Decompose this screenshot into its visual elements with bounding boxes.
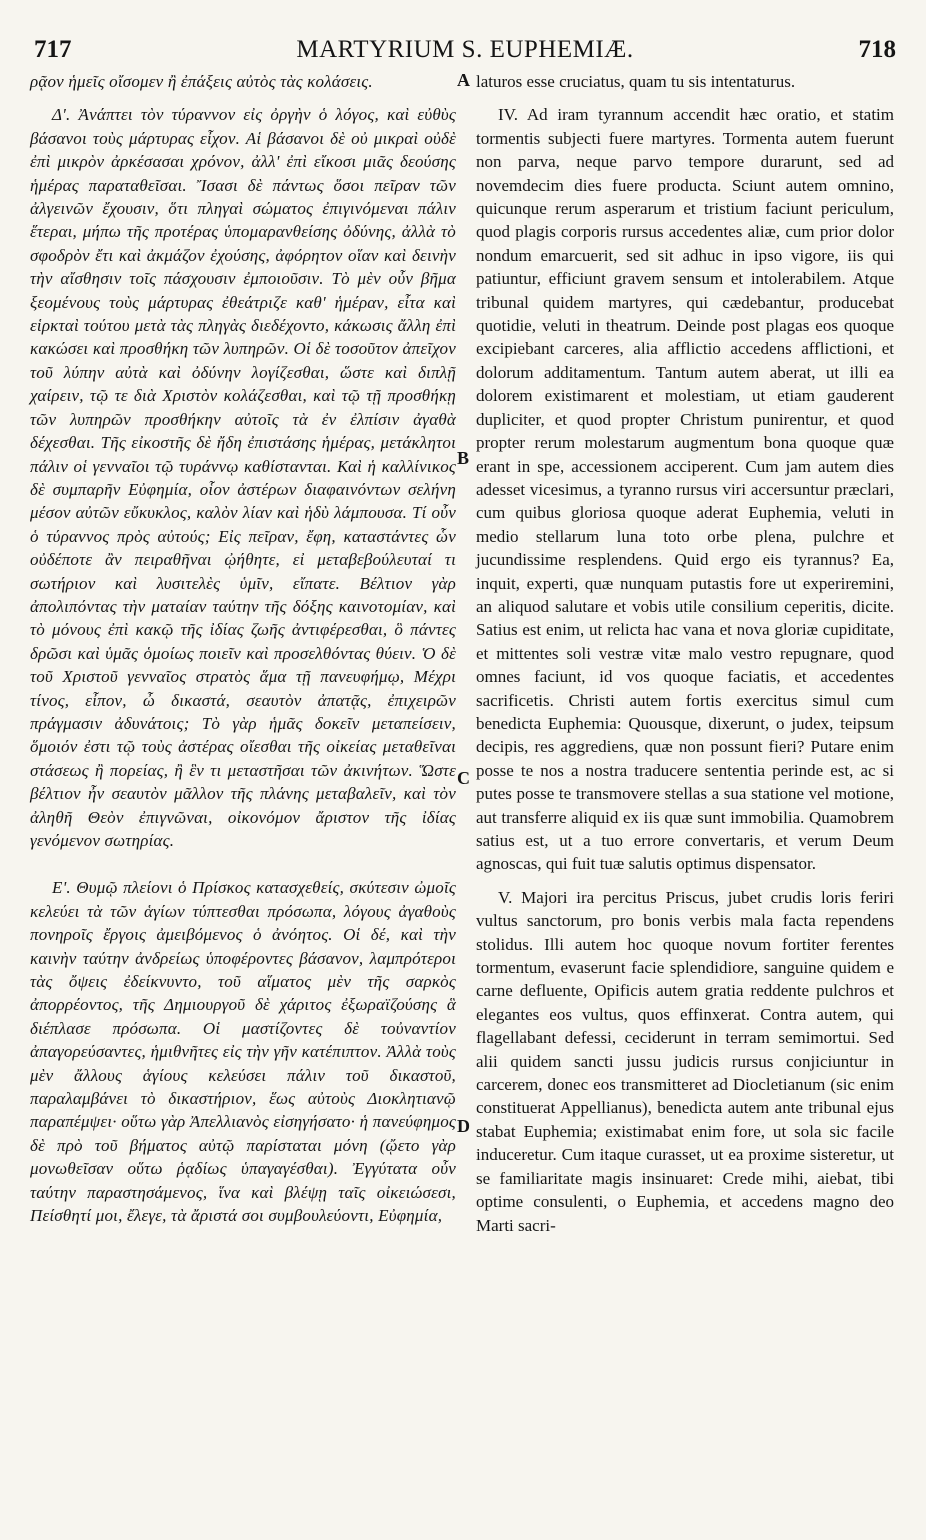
page-number-left: 717 (34, 36, 72, 63)
latin-paragraph: laturos esse cruciatus, quam tu sis intentaturus. (476, 72, 796, 91)
margin-marker-a: A (457, 70, 470, 90)
greek-paragraph: Δ'. Ἀνάπτει τὸν τύραννον εἰς ὀργὴν ὁ λόγος, καὶ εὐθὺς βάσανοι τοὺς μάρτυρας εἶχον. Αἱ βάσανοι δὲ οὐ μικραὶ οὐδὲ ἐπὶ μικρὸν ἀρκέσασαι χρόνον, ἀλλ' ἐπὶ εἴκοσι μιᾶς δεούσης ἡμέρας παραταθεῖσαι. Ἴσασι δὲ πάντως ὅσοι πεῖραν τῶν ἀλγεινῶν ἔχουσιν, ὅτι πληγαὶ σώματος ἐπιγινόμεναι πάλιν ἕτεραι, μήπω τῆς προτέρας ὑπομαρανθείσης ὀδύνης, ἀλλὰ τὸ σφοδρὸν ἔτι καὶ ἀκμάζον ἐχούσης, ἀφόρητον οἵαν καὶ δεινὴν τὴν αἴσθησιν τοῖς πάσχουσιν ἐμποιοῦσιν. Τὸ μὲν οὖν βῆμα ξεομένους τοὺς μάρτυρας ἐθεάτριζε καθ' ἡμέραν, εἶτα καὶ εἱρκταὶ τούτου μετὰ τὰς πληγὰς διεδέχοντο, κάκωσις ἄλλη ἐπὶ κακώσει καὶ προσθήκη τῶν λυπηρῶν. Οἱ δὲ τοσοῦτον ἀπεῖχον τοῦ λύπην αὐτὰ καὶ ὀδύνην λογίζεσθαι, ὥστε καὶ διπλῇ χαίρειν, τῷ τε διὰ Χριστὸν κολάζεσθαι, καὶ τῷ τῇ προσθήκῃ τῶν λυπηρῶν προσθήκην αὐτοῖς τὰ ἐν ἐλπίσιν ἀγαθὰ δέχεσθαι. Τῆς εἰκοστῆς δὲ ἤδη ἐπιστάσης ἡμέρας, μετάκλητοι πάλιν οἱ γενναῖοι τῷ τυράννῳ καθίστανται. Καὶ ἡ καλλίνικος δὲ συμπαρῆν Εὐφημία, οἷον ἀστέρων διαφαινόντων σελήνη μέσον αὐτῶν εὔκυκλος, καλὸν λίαν καὶ ἡδὺ λάμπουσα. Τί οὖν ὁ τύραννος πρὸς αὐτούς; Εἰς πεῖραν, ἔφη, καταστάντες ὧν οὐδέποτε ἂν πειραθῆναι ᾠήθητε, εἰ μεταβεβούλευταί τι σωτήριον καὶ λυσιτελὲς ὑμῖν, εἴπατε. Βέλτιον γὰρ ἀπολιπόντας τὴν ματαίαν ταύτην τῆς δόξης καινοτομίαν, καὶ τὸ μόνους ἐπὶ κακῷ τῆς ἰδίας ζωῆς ἀντιφέρεσθαι, ὃ πάντες δρῶσι καὶ ὑμᾶς ὁμοίως ποιεῖν καὶ προσελθόντας θύειν. Ὁ δὲ τοῦ Χριστοῦ γενναῖος στρατὸς ἅμα τῇ πανευφήμῳ, Μέχρι τίνος, εἶπον, ὦ δικαστά, σεαυτὸν ἀπατᾷς, ἐπιχειρῶν πράγμασιν ἀδυνάτοις; Τὸ γὰρ ἡμᾶς δοκεῖν μεταπείσειν, ὅμοιόν ἐστι τῷ τοὺς ἀστέρας οἴεσθαι τῆς οἰκείας μεταθεῖναι στάσεως ἢ πορείας, ἢ ἓν τι μεταστῆσαι τῶν ἀκινήτων. Ὥστε βέλτιον ἦν σεαυτὸν μᾶλλον τῆς πλάνης μεταβαλεῖν, καὶ τὸν ἀληθῆ Θεὸν ἐπιγνῶναι, οἰκονόμον ἄριστον τῆς ἰδίας γενόμενον σωτηρίας. (30, 105, 456, 850)
margin-marker-c: C (457, 768, 470, 788)
margin-marker-d: D (457, 1116, 470, 1136)
greek-column (30, 70, 456, 1228)
latin-column (476, 70, 894, 1237)
greek-paragraph: ρᾷον ἡμεῖς οἴσομεν ἢ ἐπάξεις αὐτὸς τὰς κολάσεις. (30, 72, 373, 91)
page-header (34, 36, 896, 66)
latin-paragraph: IV. Ad iram tyrannum accendit hæc oratio, et statim tormentis subjecti fuere martyres. Tormenta autem fuerunt non parva, neque parvo tempore durarunt, sed ad novemdecim dies fuere producta. Sciunt autem omnino, quicunque rerum asperarum et tristium faciunt periculum, quod plagis corporis rursus accedentes aliæ, cum prior dolor nondum emarcuerit, sed sit adhuc in ipso vigore, iis qui patiuntur, efficiunt gravem sensum et intolerabilem. Atque tribunal quidem martyres, qui cædebantur, producebat quotidie, veluti in theatrum. Deinde post plagas eos quoque excipiebant carceres, alia afflictio accedens afflictioni, et dolorum additamentum. Tantum autem aberat, ut illi ea dolorem existimarent et molestiam, ut etiam gauderent dupliciter, et quod propter Christum punirentur, et quod propter rerum molestarum augmentum bona quoque quæ erant in spe, accessionem acciperent. Cum jam autem dies adesset vicesimus, a tyranno rursus viri accersuntur præclari, cum quibus gloriosa quoque aderat Euphemia, veluti in medio stellarum luna toto orbe plena, pulchre et jucundissime resplendens. Quid ergo eis tyrannus? Ea, inquit, experti, quæ nunquam putastis fore ut experiremini, an aliquod salutare et vobis utile consilium ceperitis, dicite. Satius est enim, ut relicta hac vana et nova gloriæ cupiditate, et mittentes soli vestræ vitæ malo vestro repugnare, quod omnes faciunt, id vos quoque faciatis, et accedentes sacrificetis. Christi autem fortis exercitus simul cum benedicta Euphemia: Quousque, dixerunt, o judex, teipsum decipis, res aggrediens, quæ non possunt fieri? Putare enim posse te nos a nostra traducere sententia perinde est, ac si putes posse te transmovere stellas a sua statione vel motione, aut transferre aliquid ex iis quæ sunt immobilia. Quamobrem satius est, ut a tuo errore convertaris, et verum Deum agnoscas, qui fuit tuæ salutis optimus dispensator. (476, 105, 894, 874)
latin-paragraph: V. Majori ira percitus Priscus, jubet crudis loris feriri vultus sanctorum, pro bonis verbis mala facta rependens stolidus. Illi autem hoc quoque novum fortiter ferentes tormentum, evaserunt facie splendidiore, sanguine quidem e carne defluente, Opificis autem gratia reddente pulchros et elegantes eos vultus, quos effinxerat. Contra autem, qui flagellabant defessi, ceciderunt in terram semimortui. Sed alii quidem sancti jussu judicis rursus conjiciuntur in carcerem, donec eos transmitteret ad Diocletianum (sic enim constituerat Appellianus), benedicta autem ante tribunal ejus stabat Euphemia; existimabat enim fore, ut sola sic facile induceretur. Cum itaque curasset, ut ea proxime sisteretur, ut se familiaritate magis insinuaret: Crede mihi, aiebat, tibi optime consulenti, o Euphemia, et accedens magno deo Marti sacri- (476, 887, 894, 1235)
page-number-right: 718 (858, 36, 896, 63)
greek-paragraph: Ε'. Θυμῷ πλείονι ὁ Πρίσκος κατασχεθείς, σκύτεσιν ὠμοῖς κελεύει τὰ τῶν ἁγίων τύπτεσθαι πρόσωπα, λόγους ἀγαθοὺς πονηροῖς ἔργοις ἀμειβόμενος ὁ ἀνόητος. Οἱ δέ, καὶ τὴν καινὴν ταύτην ἀνδρείως ὑποφέροντες βάσανον, λαμπρότεροι τὰς ὄψεις ἐδείκνυντο, τοῦ αἵματος μὲν τῆς σαρκὸς ἀπορρέοντος, τῆς Δημιουργοῦ δὲ χάριτος ἐξωραϊζούσης ἃ διέπλασε πρόσωπα. Οἱ μαστίζοντες δὲ τοὐναντίον ἀπαγορεύσαντες, ἡμιθνῆτες εἰς τὴν γῆν κατέπιπτον. Ἀλλὰ τοὺς μὲν ἄλλους ἁγίους κελεύσει πάλιν τοῦ δικαστοῦ, παραλαμβάνει τὸ δικαστήριον, ἕως αὐτοὺς Διοκλητιανῷ παραπέμψει· οὕτω γὰρ Ἀπελλιανὸς εἰσηγήσατο· ἡ πανεύφημος δὲ πρὸ τοῦ βήματος αὐτῷ παρίσταται μόνη (ᾤετο γὰρ μονωθεῖσαν οὕτω ῥᾳδίως ὑπαγαγέσθαι). Ἐγγύτατα οὖν ταύτην παραστησάμενος, ἵνα καὶ βλέψῃ ταῖς οἰκειώσεσι, Πείσθητί μοι, ἔλεγε, τὰ ἄριστά σοι συμβουλεύοντι, Εὐφημία, (30, 878, 456, 1226)
margin-marker-b: B (457, 448, 470, 468)
running-title: MARTYRIUM S. EUPHEMIÆ. (296, 36, 634, 63)
